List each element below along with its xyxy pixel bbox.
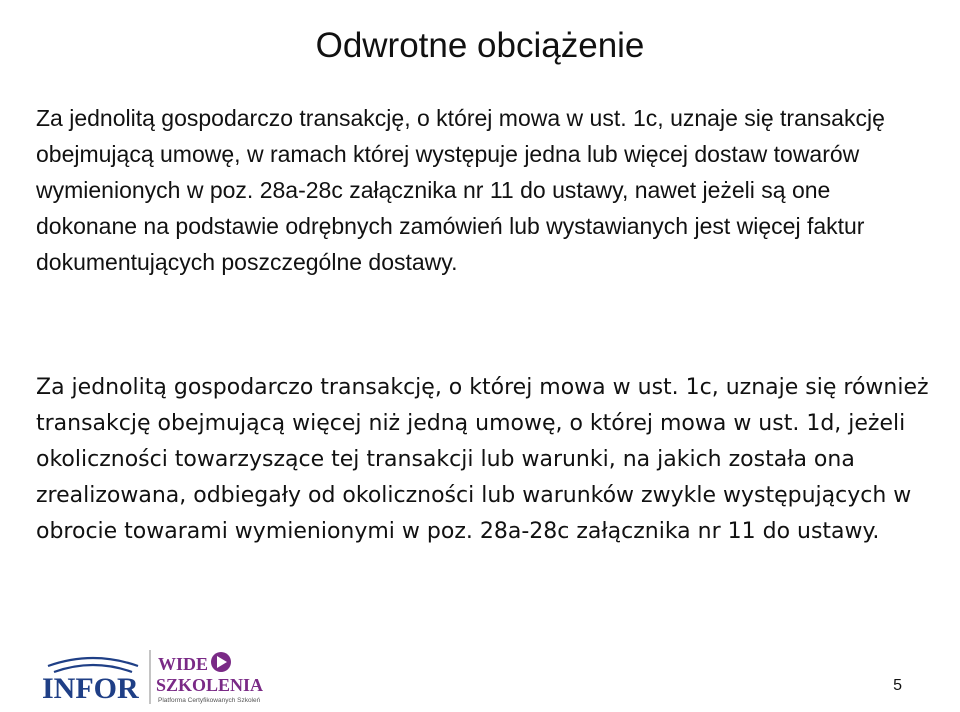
logo-tagline: Platforma Certyfikowanych Szkoleń xyxy=(158,697,261,704)
slide-title: Odwrotne obciążenie xyxy=(315,26,645,65)
infor-logo-text: INFOR xyxy=(42,672,139,705)
infor-globe-icon xyxy=(48,658,138,672)
play-icon xyxy=(211,652,231,672)
page-number: 5 xyxy=(893,677,902,694)
paragraph-1: Za jednolitą gospodarczo transakcję, o której mowa w ust. 1c, uznaje się transakcję obejmującą umowę, w ramach której występuje jedna lub więcej dostaw towarów wymienionych w poz. 28a-28c załącznika nr 11 do ustawy, nawet jeżeli są one dokonane na podstawie odrębnych zamówień lub wystawianych jest więcej faktur dokumentujących poszczególne dostawy. xyxy=(36,105,885,275)
wide-logo-text: WIDE xyxy=(158,654,209,674)
paragraph-2: Za jednolitą gospodarczo transakcję, o której mowa w ust. 1c, uznaje się również transakcję obejmującą więcej niż jedną umowę, o której mowa w ust. 1d, jeżeli okoliczności towarzyszące tej transakcji lub warunki, na jakich została ona zrealizowana, odbiegały od okoliczności lub warunków zwykle występujących w obrocie towarami wymienionymi w poz. 28a-28c załącznika nr 11 do ustawy. xyxy=(36,375,929,544)
szkolenia-logo-text: SZKOLENIA xyxy=(156,675,264,695)
infor-wide-szkolenia-logo xyxy=(38,648,278,706)
